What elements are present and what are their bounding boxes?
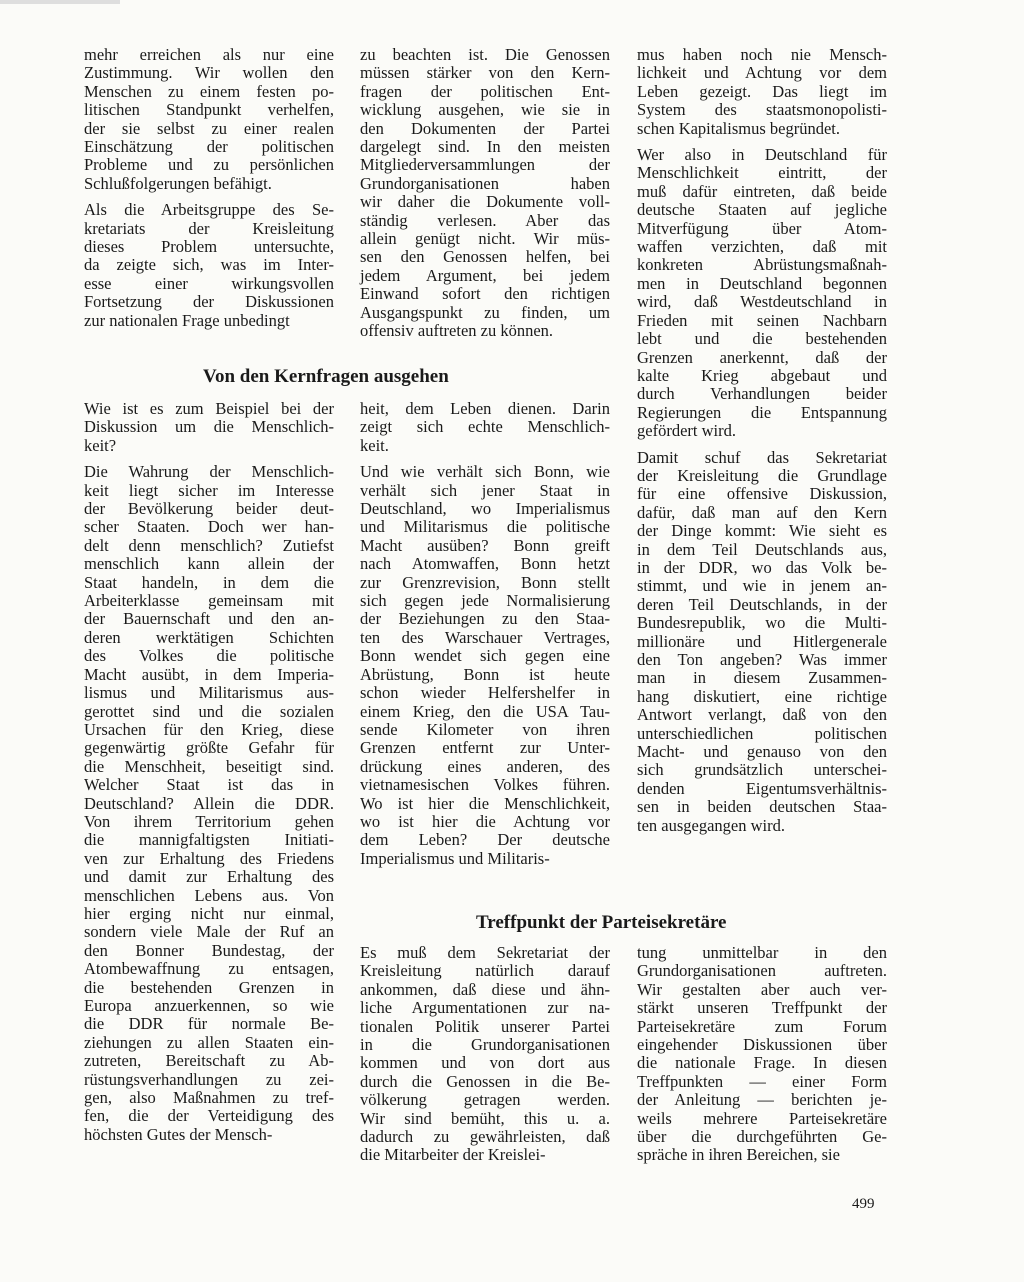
text-line: scher Staaten. Doch wer han- [84,517,334,537]
block3-column-3 [637,944,887,1173]
text-line: Wir sind bemüht, this u. a. [360,1108,610,1128]
text-line: durch Verhandlungen beider [637,384,887,404]
text-line: zur nationalen Frage unbedingt [84,310,290,330]
paragraph [360,46,610,341]
text-line: sen den Genossen helfen, bei [360,247,610,267]
text-line: die Mitarbeiter der Kreislei- [360,1145,546,1165]
text-line: Menschen zu einem festen po- [84,81,334,101]
text-line: da zeigte sich, was im Inter- [84,255,334,275]
text-line: dieses Problem untersuchte, [84,237,334,257]
text-line: litischen Standpunkt verhelfen, [84,100,334,120]
text-line: Einschätzung der politischen [84,137,334,157]
text-line: Schlußfolgerungen befähigt. [84,173,272,193]
text-line: weils mehrere Parteisekretäre [637,1108,887,1128]
text-line: offensiv auftreten zu können. [360,321,554,341]
block1-column-1 [84,46,334,338]
text-line: gerottet sind und die sozialen [84,701,334,721]
text-line: keit liegt sicher im Interesse [84,480,334,500]
text-line: den Ton angeben? Was immer [637,650,887,669]
text-line: keit. [360,435,389,455]
text-line: man in diesem Zusammen- [637,668,887,688]
text-line: Staat handeln, in dem die [84,572,334,592]
text-line: fragen der politischen Ent- [360,81,610,101]
text-line: Europa anzuerkennen, so wie [84,996,334,1015]
paragraph [637,146,887,441]
block3-column-2 [360,944,610,1173]
text-line: gen, also Maßnahmen zu tref- [84,1088,334,1108]
text-line: Wie ist es zum Beispiel bei der [84,399,334,418]
text-line: Mitverfügung über Atom- [637,218,887,238]
text-line: Grundorganisationen auftreten. [637,961,887,981]
text-line: zeigt sich echte Menschlich- [360,417,610,437]
text-line: Atombewaffnung zu entsagen, [84,959,334,979]
text-line: ziehungen zu allen Staaten ein- [84,1032,334,1052]
block2-column-2 [360,400,610,876]
text-line: Deutschland? Allein die DDR. [84,793,334,813]
text-line: Macht- und genauso von den [637,742,887,762]
text-line: stärkt unseren Treffpunkt der [637,998,887,1018]
text-line: Macht ausübt, in dem Imperia- [84,664,334,684]
text-line: drückung eines anderen, des [360,756,610,776]
text-line: sondern viele Male der Ruf an [84,922,334,942]
text-line: mehr erreichen als nur eine [84,45,334,64]
text-line: gegenwärtig größte Gefahr für [84,738,334,758]
text-line: kretariats der Kreisleitung [84,218,334,238]
text-line: gefördert wird. [637,421,736,441]
text-line: heit, dem Leben dienen. Darin [360,399,610,418]
text-line: die mannigfaltigsten Initiati- [84,830,334,850]
text-line: denden Eigentumsverhältnis- [637,778,887,798]
text-line: und damit zur Erhaltung des [84,867,334,887]
text-line: Ausgangspunkt zu finden, um [360,302,610,322]
text-line: nach Atomwaffen, Bonn hetzt [360,554,610,574]
text-line: vietnamesischen Volkes führen. [360,775,610,795]
text-line: zur Grenzrevision, Bonn stellt [360,572,610,592]
text-line: allein genügt nicht. Wir müs- [360,229,610,249]
text-line: konkreten Abrüstungsmaßnah- [637,255,887,275]
text-line: Mitgliederversammlungen der [360,155,610,175]
text-line: tionalen Politik unserer Partei [360,1016,610,1036]
text-line: Imperialismus und Militaris- [360,848,550,868]
text-line: den Dokumenten der Partei [360,118,610,138]
text-line: Regierungen die Entspannung [637,402,887,422]
text-line: spräche in ihren Bereichen, sie [637,1145,840,1165]
text-line: Fortsetzung der Diskussionen [84,292,334,312]
text-line: über die durchgeführten Ge- [637,1127,887,1147]
text-line: Wo ist hier die Menschlichkeit, [360,793,610,813]
text-line: Diskussion um die Menschlich- [84,417,334,437]
text-line: in die Grundorganisationen [360,1035,610,1055]
text-line: Die Wahrung der Menschlich- [84,462,334,482]
text-line: fen, die der Verteidigung des [84,1106,334,1126]
text-line: der Bauernschaft und den an- [84,609,334,629]
text-line: Bonn wendet sich gegen eine [360,646,610,666]
text-line: System des staatsmonopolisti- [637,100,887,120]
text-line: dadurch zu gewährleisten, daß [360,1127,610,1147]
text-line: der Kreisleitung die Grundlage [637,465,887,485]
paragraph [84,46,334,193]
text-line: Treffpunkten — einer Form [637,1071,887,1091]
text-line: Frieden mit seinen Nachbarn [637,310,887,330]
text-line: menschlich kann allein der [84,554,334,574]
text-line: sen in beiden deutschen Staa- [637,797,887,817]
text-line: Kreisleitung natürlich darauf [360,961,610,981]
text-line: der Bevölkerung beider deut- [84,499,334,519]
text-line: zutreten, Bereitschaft zu Ab- [84,1051,334,1071]
text-line: dafür, daß man auf den Kern [637,502,887,522]
text-line: Parteisekretäre zum Forum [637,1016,887,1036]
paragraph [637,944,887,1165]
text-line: wicklung ausgehen, wie sie in [360,100,610,120]
text-line: der Anleitung — berichten je- [637,1090,887,1110]
text-line: ten des Warschauer Vertrages, [360,627,610,647]
text-line: Grenzen anerkennt, daß der [637,347,887,367]
text-line: waffen verzichten, daß mit [637,237,887,257]
text-line: Abrüstung, Bonn ist heute [360,664,610,684]
text-line: Von ihrem Territorium gehen [84,811,334,831]
text-line: Wer also in Deutschland für [637,145,887,165]
text-line: durch die Genossen in die Be- [360,1071,610,1091]
scan-edge-mark [0,0,120,4]
text-line: kommen und von dort aus [360,1053,610,1073]
text-line: die bestehenden Grenzen in [84,977,334,997]
text-line: lichkeit und Achtung vor dem [637,63,887,83]
paragraph [360,400,610,455]
heading-treffpunkt: Treffpunkt der Parteisekretäre [476,912,727,933]
page-number: 499 [852,1196,875,1212]
text-line: lebt und die bestehenden [637,329,887,349]
text-line: lismus und Militarismus aus- [84,683,334,703]
text-line: delt denn menschlich? Zutiefst [84,535,334,555]
text-line: Macht ausüben? Bonn greift [360,535,610,555]
block1-column-2 [360,46,610,349]
text-line: Zustimmung. Wir wollen den [84,63,334,83]
paragraph [360,944,610,1165]
text-line: Und wie verhält sich Bonn, wie [360,462,610,482]
text-line: stimmt, und wie in jenem an- [637,576,887,596]
text-line: keit? [84,435,117,455]
text-line: wo ist hier die Achtung vor [360,811,610,831]
text-line: ven zur Erhaltung des Friedens [84,848,334,868]
paragraph [637,449,887,836]
text-line: schon wieder Helfershelfer in [360,683,610,703]
text-line: deren werktätigen Schichten [84,627,334,647]
text-line: dargelegt sind. In den meisten [360,137,610,157]
text-line: hang diskutiert, eine richtige [637,686,887,706]
text-line: Antwort verlangt, daß von den [637,705,887,725]
text-line: Welcher Staat ist das in [84,775,334,795]
text-line: sende Kilometer von ihren [360,719,610,739]
text-line: in der DDR, wo das Volk be- [637,557,887,577]
text-line: ankommen, daß diese und ähn- [360,979,610,999]
text-line: der Dinge kommt: Wie sieht es [637,521,887,541]
text-line: ten ausgegangen wird. [637,815,785,835]
column-3 [637,46,887,843]
text-line: Wir gestalten aber auch ver- [637,979,887,999]
text-line: esse einer wirkungsvollen [84,273,334,293]
text-line: der Beziehungen zu den Staa- [360,609,610,629]
text-line: in dem Teil Deutschlands aus, [637,539,887,559]
text-line: Arbeiterklasse gemeinsam mit [84,591,334,611]
text-line: liche Argumentationen zur na- [360,998,610,1018]
text-line: dem Leben? Der deutsche [360,830,610,850]
text-line: Einwand sofort den richtigen [360,284,610,304]
text-line: Ursachen für den Krieg, diese [84,719,334,739]
text-line: tung unmittelbar in den [637,943,887,962]
paragraph [84,463,334,1144]
text-line: Es muß dem Sekretariat der [360,943,610,962]
paragraph [84,400,334,455]
text-line: zu beachten ist. Die Genossen [360,45,610,64]
text-line: den Bonner Bundestag, der [84,940,334,960]
block2-column-1 [84,400,334,1152]
text-line: die Menschheit, beseitigt sind. [84,756,334,776]
text-line: Menschlichkeit eintritt, der [637,163,887,183]
text-line: die DDR für normale Be- [84,1014,334,1034]
text-line: deutsche Staaten auf jegliche [637,200,887,220]
text-line: unterschiedlichen politischen [637,723,887,743]
text-line: Damit schuf das Sekretariat [637,447,887,467]
text-line: für eine offensive Diskussion, [637,484,887,504]
paragraph [84,201,334,330]
text-line: hier erging nicht nur einmal, [84,903,334,923]
text-line: Grundorganisationen haben [360,173,610,193]
text-line: sich gegen jede Normalisierung [360,591,610,611]
text-line: sich grundsätzlich unterschei- [637,760,887,780]
text-line: einem Krieg, den die USA Tau- [360,701,610,721]
text-line: wir daher die Dokumente voll- [360,192,610,212]
text-line: Leben gezeigt. Das liegt im [637,81,887,101]
heading-kernfragen: Von den Kernfragen ausgehen [203,366,449,387]
text-line: Grenzen entfernt zur Unter- [360,738,610,758]
text-line: millionäre und Hitlergenerale [637,631,887,651]
text-line: des Volkes die politische [84,646,334,666]
text-line: mus haben noch nie Mensch- [637,45,887,64]
paragraph [637,46,887,138]
text-line: muß dafür eintreten, daß beide [637,181,887,201]
text-line: die nationale Frage. In diesen [637,1053,887,1073]
text-line: rüstungsverhandlungen zu zei- [84,1069,334,1089]
text-line: Als die Arbeitsgruppe des Se- [84,200,334,220]
text-line: Bundesrepublik, wo die Multi- [637,613,887,633]
paragraph [360,463,610,868]
text-line: höchsten Gutes der Mensch- [84,1124,273,1144]
text-line: deren Teil Deutschlands, in der [637,594,887,614]
text-line: ständig verlesen. Aber das [360,210,610,230]
text-line: und Militarismus die politische [360,517,610,537]
text-line: Deutschland, wo Imperialismus [360,499,610,519]
text-line: eingehender Diskussionen über [637,1035,887,1055]
text-line: verhält sich jener Staat in [360,480,610,500]
text-line: wird, daß Westdeutschland in [637,292,887,312]
text-line: menschlichen Lebens aus. Von [84,885,334,905]
text-line: kalte Krieg abgebaut und [637,365,887,385]
text-line: der sie selbst zu einer realen [84,118,334,138]
text-line: jedem Argument, bei jedem [360,265,610,285]
text-line: Probleme und zu persönlichen [84,155,334,175]
text-line: völkerung getragen werden. [360,1090,610,1110]
text-line: men in Deutschland begonnen [637,273,887,293]
text-line: müssen stärker von den Kern- [360,63,610,83]
text-line: schen Kapitalismus begründet. [637,118,840,138]
